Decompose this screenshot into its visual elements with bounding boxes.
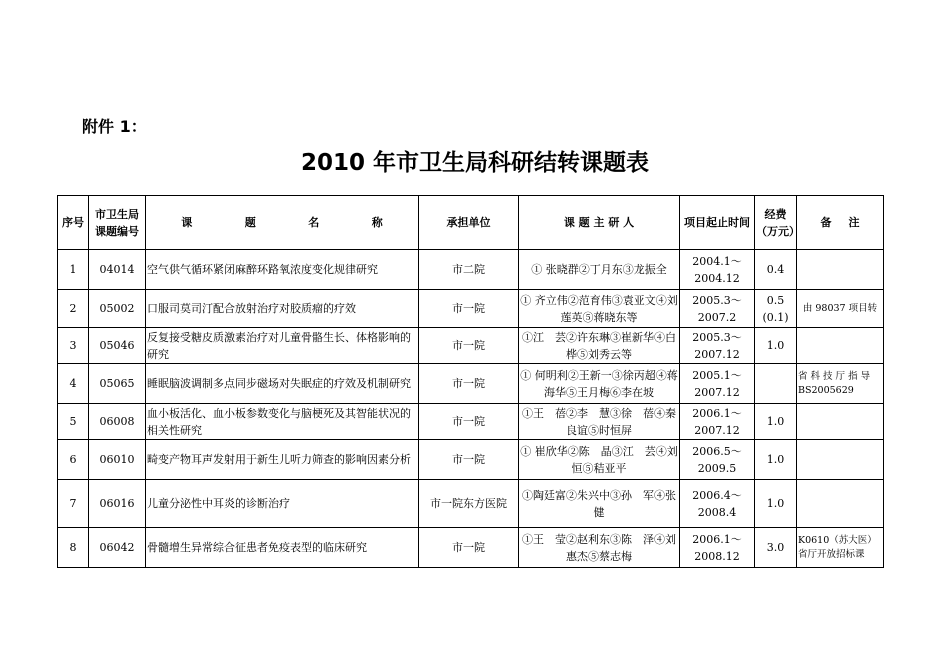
cell-note xyxy=(797,328,884,364)
col-header-note-char: 备 xyxy=(820,216,832,229)
col-header-researchers: 课 题 主 研 人 xyxy=(519,196,680,250)
cell-unit: 市一院 xyxy=(419,404,519,440)
table-row xyxy=(58,328,884,364)
attachment-label: 附件 1： xyxy=(82,117,147,136)
cell-period: 2006.5～2009.5 xyxy=(680,440,755,480)
cell-note: 由 98037 项目转 xyxy=(797,290,884,328)
cell-funding: 3.0 xyxy=(755,528,797,568)
cell-name: 儿童分泌性中耳炎的诊断治疗 xyxy=(146,480,419,528)
col-header-name-char: 题 xyxy=(244,216,256,229)
cell-funding: 0.4 xyxy=(755,250,797,290)
cell-unit: 市一院东方医院 xyxy=(419,480,519,528)
cell-unit: 市一院 xyxy=(419,328,519,364)
cell-note xyxy=(797,480,884,528)
col-header-unit: 承担单位 xyxy=(419,196,519,250)
cell-period: 2004.1～ 2004.12 xyxy=(680,250,755,290)
col-header-period: 项目起止时间 xyxy=(680,196,755,250)
cell-code: 06008 xyxy=(89,404,146,440)
table-row xyxy=(58,404,884,440)
cell-code: 05065 xyxy=(89,364,146,404)
cell-note xyxy=(797,440,884,480)
cell-researchers: ① 崔欣华②陈 晶③江 芸④刘 恒⑤秸亚平 xyxy=(519,440,680,480)
cell-note xyxy=(797,250,884,290)
cell-note: K0610（苏大医）省厅开放招标课 xyxy=(797,528,884,568)
table-row xyxy=(58,290,884,328)
cell-code: 05046 xyxy=(89,328,146,364)
cell-period: 2005.1～ 2007.12 xyxy=(680,364,755,404)
cell-funding: 1.0 xyxy=(755,480,797,528)
col-header-name-char: 名 xyxy=(308,216,320,229)
col-header-funding: 经费（万元） xyxy=(755,196,797,250)
cell-funding xyxy=(755,364,797,404)
cell-researchers: ①王 莹②赵利东③陈 泽④刘惠杰⑤蔡志梅 xyxy=(519,528,680,568)
cell-note: 省 科 技 厅 指 导 BS2005629 xyxy=(797,364,884,404)
table-row xyxy=(58,528,884,568)
cell-unit: 市一院 xyxy=(419,364,519,404)
col-header-code: 市卫生局课题编号 xyxy=(89,196,146,250)
col-header-name xyxy=(146,196,419,250)
cell-period: 2006.4～2008.4 xyxy=(680,480,755,528)
cell-no: 3 xyxy=(58,328,89,364)
table-row xyxy=(58,250,884,290)
cell-researchers: ①王 蓓②李 慧③徐 蓓④秦良谊⑤时恒屏 xyxy=(519,404,680,440)
cell-researchers: ① 何明利②王新一③徐丙超④蒋海华⑤王月梅⑥李在坡 xyxy=(519,364,680,404)
cell-no: 4 xyxy=(58,364,89,404)
cell-period: 2006.1～ 2008.12 xyxy=(680,528,755,568)
cell-code: 06010 xyxy=(89,440,146,480)
cell-funding: 1.0 xyxy=(755,328,797,364)
col-header-name-char: 称 xyxy=(371,216,383,229)
cell-researchers: ①陶廷富②朱兴中③孙 军④张 健 xyxy=(519,480,680,528)
cell-unit: 市一院 xyxy=(419,440,519,480)
cell-researchers: ① 张晓群②丁月东③龙振全 xyxy=(519,250,680,290)
col-header-no: 序号 xyxy=(58,196,89,250)
cell-name: 畸变产物耳声发射用于新生儿听力筛查的影响因素分析 xyxy=(146,440,419,480)
cell-name: 骨髓增生异常综合征患者免疫表型的临床研究 xyxy=(146,528,419,568)
cell-no: 5 xyxy=(58,404,89,440)
cell-code: 04014 xyxy=(89,250,146,290)
table-row xyxy=(58,440,884,480)
table-header-row xyxy=(58,196,884,250)
col-header-note-char: 注 xyxy=(848,216,860,229)
cell-unit: 市一院 xyxy=(419,290,519,328)
cell-funding: 1.0 xyxy=(755,440,797,480)
cell-no: 7 xyxy=(58,480,89,528)
cell-no: 1 xyxy=(58,250,89,290)
cell-name: 睡眠脑波调制多点同步磁场对失眠症的疗效及机制研究 xyxy=(146,364,419,404)
page-title: 2010 年市卫生局科研结转课题表 xyxy=(300,150,650,176)
cell-note xyxy=(797,404,884,440)
col-header-name-char: 课 xyxy=(181,216,193,229)
cell-no: 8 xyxy=(58,528,89,568)
cell-funding: 1.0 xyxy=(755,404,797,440)
cell-unit: 市一院 xyxy=(419,528,519,568)
cell-period: 2005.3～ 2007.2 xyxy=(680,290,755,328)
cell-unit: 市二院 xyxy=(419,250,519,290)
cell-no: 6 xyxy=(58,440,89,480)
cell-period: 2005.3～ 2007.12 xyxy=(680,328,755,364)
cell-name: 口服司莫司汀配合放射治疗对胶质瘤的疗效 xyxy=(146,290,419,328)
cell-code: 05002 xyxy=(89,290,146,328)
cell-code: 06016 xyxy=(89,480,146,528)
cell-period: 2006.1～ 2007.12 xyxy=(680,404,755,440)
cell-funding: 0.5 (0.1) xyxy=(755,290,797,328)
cell-name: 反复接受糖皮质激素治疗对儿童骨骼生长、体格影响的研究 xyxy=(146,328,419,364)
cell-researchers: ① 齐立伟②范育伟③袁亚文④刘莲英⑤蒋晓东等 xyxy=(519,290,680,328)
table-row xyxy=(58,480,884,528)
cell-no: 2 xyxy=(58,290,89,328)
cell-code: 06042 xyxy=(89,528,146,568)
col-header-note xyxy=(797,196,884,250)
cell-name: 血小板活化、血小板参数变化与脑梗死及其智能状况的相关性研究 xyxy=(146,404,419,440)
project-table xyxy=(57,195,884,568)
table-row xyxy=(58,364,884,404)
cell-name: 空气供气循环紧闭麻醉环路氧浓度变化规律研究 xyxy=(146,250,419,290)
cell-researchers: ①江 芸②许东琳③崔新华④白 桦⑤刘秀云等 xyxy=(519,328,680,364)
